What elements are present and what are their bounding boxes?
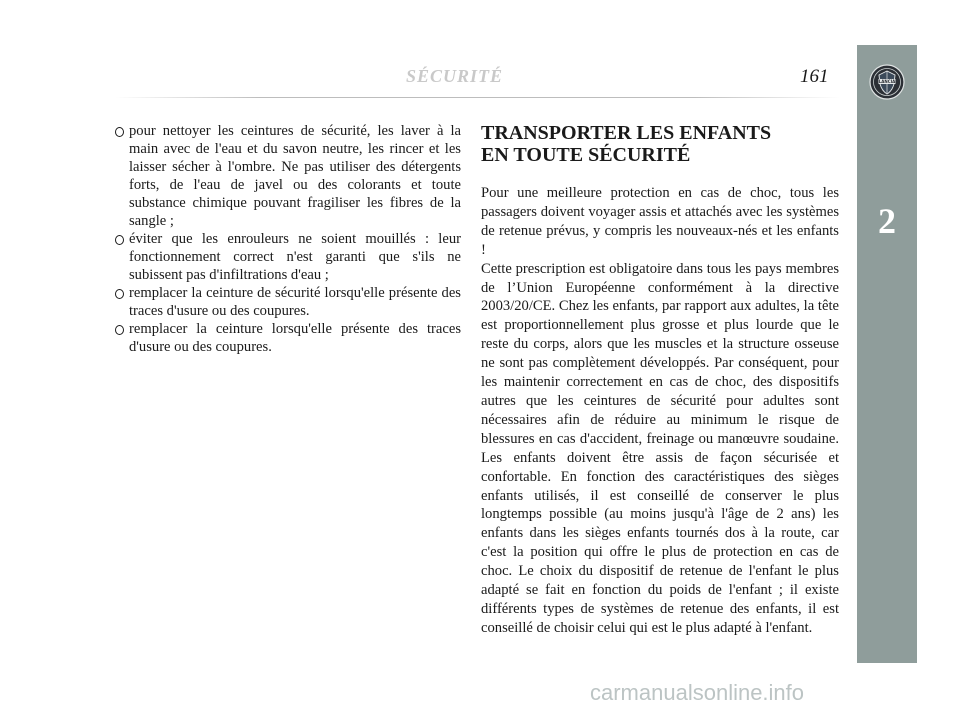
page-header-title: SÉCURITÉ [406,66,504,86]
list-item [115,284,461,320]
watermark: carmanualsonline.info [590,680,805,705]
list-item [115,122,461,230]
bullet-circle-icon [115,325,124,335]
section-title-line-1: TRANSPORTER LES ENFANTS [481,122,772,144]
chapter-number: 2 [878,201,896,241]
chapter-side-tab [857,45,917,663]
svg-text:LANCIA: LANCIA [878,79,896,85]
list-item-text: remplacer la ceinture lorsqu'elle présente des traces d'usure ou des coupures. [129,321,461,355]
bullet-circle-icon [115,127,124,137]
list-item-text: remplacer la ceinture de sécurité lorsqu'elle présente des traces d'usure ou des coupures. [129,285,461,319]
bullet-circle-icon [115,289,124,299]
body-paragraph: Cette prescription est obligatoire dans tous les pays membres de l’Union Européenne conformément à la directive 2003/20/CE. Chez les enfants, par rapport aux adultes, la tête est proportionnellement plus grosse et plus lourde que le reste du corps, alors que les muscles et la structure osseuse ne sont pas complètement développés. Par conséquent, pour les maintenir correctement en cas de choc, des dispositifs autres que les ceintures de sécurité pour adultes sont nécessaires afin de réduire au minimum le risque de blessures en cas d'accident, freinage ou manœuvre soudaine. Les enfants doivent être assis de façon sécurisée et confortable. En fonction des caractéristiques des sièges enfants utilisés, il est conseillé de conserver le plus longtemps possible (au moins jusqu'à l'âge de 2 ans) les enfants dans les sièges enfants tournés dos à la route, car c'est la position qui offre le plus de protection en cas de choc. Le choix du dispositif de retenue de l'enfant le plus adapté se fait en fonction du poids de l'enfant ; il existe différents types de systèmes de retenue des enfants, il est conseillé de choisir celui qui est le plus adapté à l'enfant. [481,260,839,636]
section-title-line-2: EN TOUTE SÉCURITÉ [481,144,691,166]
bullet-circle-icon [115,235,124,245]
intro-paragraph: Pour une meilleure protection en cas de choc, tous les passagers doivent voyager assis et attachés avec les systèmes de retenue prévus, y compris les nouveaux-nés et les enfants ! [481,185,839,258]
list-item-text: pour nettoyer les ceintures de sécurité, les laver à la main avec de l'eau et du savon neutre, les rincer et les laisser sécher à l'ombre. Ne pas utiliser des détergents forts, de l'eau de javel ou des colorants et toute substance chimique pouvant fragiliser les fibres de la sangle ; [129,123,461,229]
list-item [115,320,461,356]
cleaning-instructions-list [115,122,461,356]
lancia-shield-logo-icon [869,64,905,100]
section-title [481,122,839,166]
header-divider [115,97,840,98]
child-safety-section [481,122,839,638]
page-number: 161 [800,66,829,87]
list-item-text: éviter que les enrouleurs ne soient mouillés : leur fonctionnement correct n'est garanti que s'ils ne subissent pas d'infiltrations d'eau ; [129,231,461,283]
list-item [115,230,461,284]
